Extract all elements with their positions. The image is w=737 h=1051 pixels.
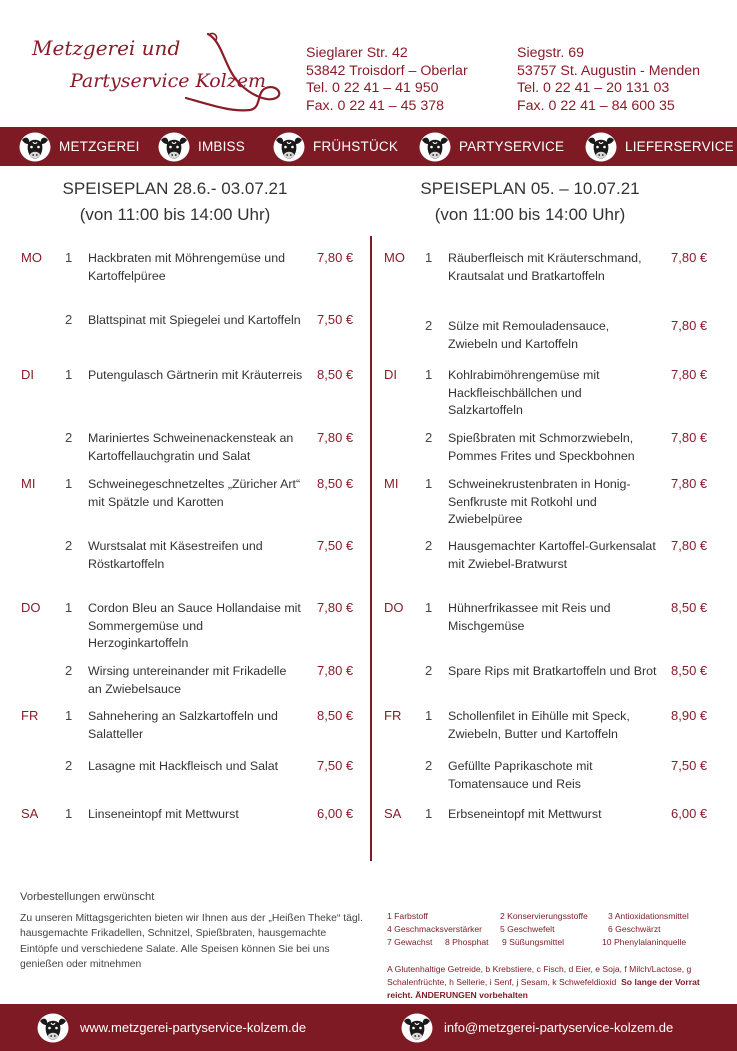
- nav-item-metzgerei[interactable]: [18, 127, 140, 166]
- dish-price: 7,80 €: [317, 250, 354, 265]
- website-link[interactable]: [36, 1004, 306, 1051]
- nav-label: METZGEREI: [59, 139, 140, 154]
- additives-legend: [387, 911, 722, 1000]
- dish-number: 1: [425, 708, 433, 723]
- dish-price: 7,50 €: [317, 538, 354, 553]
- dish-price: 7,80 €: [671, 367, 708, 382]
- dish-number: 1: [65, 250, 73, 265]
- dish-price: 7,80 €: [671, 430, 708, 445]
- dish-name: Linseneintopf mit Mettwurst: [88, 807, 239, 821]
- menu-item: [21, 312, 371, 372]
- legend-entry: 9 Süßungsmittel: [502, 937, 565, 947]
- plan-title-week1: [30, 176, 320, 228]
- dish-price: 6,00 €: [317, 806, 354, 821]
- cow-icon: [272, 131, 306, 163]
- cow-icon: [36, 1012, 70, 1044]
- dish-number: 2: [425, 430, 433, 445]
- dish-name: Cordon Bleu an Sauce Hollandaise mit Sommergemüse und Herzoginkartoffeln: [88, 601, 301, 650]
- plan-hours: (von 11:00 bis 14:00 Uhr): [434, 205, 626, 224]
- nav-item-imbiss[interactable]: [157, 127, 245, 166]
- menu-item: [21, 476, 371, 536]
- dish-name: Kohlrabimöhrengemüse mit Hackfleischbällchen und Salzkartoffeln: [448, 368, 600, 417]
- address-troisdorf: [306, 45, 468, 115]
- dish-price: 7,50 €: [671, 758, 708, 773]
- legend-entry: 2 Konservierungsstoffe: [500, 911, 588, 921]
- legend-row: [387, 937, 722, 950]
- dish-price: 8,90 €: [671, 708, 708, 723]
- preorder-note: Vorbestellungen erwünscht: [20, 891, 155, 903]
- nav-item-fruehstueck[interactable]: [272, 127, 398, 166]
- dish-number: 1: [65, 806, 73, 821]
- menu-item: [384, 600, 734, 660]
- dish-number: 1: [425, 600, 433, 615]
- nav-label: IMBISS: [198, 139, 245, 154]
- nav-label: LIEFERSERVICE: [625, 139, 734, 154]
- dish-price: 7,80 €: [317, 600, 354, 615]
- dish-number: 2: [425, 538, 433, 553]
- menu-item: [384, 476, 734, 536]
- dish-price: 8,50 €: [317, 476, 354, 491]
- email-link[interactable]: [400, 1004, 673, 1051]
- nav-bar: [0, 127, 737, 166]
- day-label: DI: [384, 367, 397, 382]
- cow-icon: [400, 1012, 434, 1044]
- dish-number: 1: [65, 600, 73, 615]
- day-label: SA: [21, 806, 39, 821]
- dish-price: 7,80 €: [671, 476, 708, 491]
- dish-price: 7,80 €: [671, 318, 708, 333]
- nav-label: FRÜHSTÜCK: [313, 139, 399, 154]
- legend-row: [387, 911, 722, 924]
- info-text: Zu unseren Mittagsgerichten bieten wir Ihnen aus der „Heißen Theke“ tägl. hausgemachte Frikadellen, Schnitzel, Spießbraten, hausgemachte Eintöpfe und verschiedene Salate. Alle Speisen können Sie bei uns genießen oder mitnehmen: [20, 913, 363, 970]
- nav-item-lieferservice[interactable]: [584, 127, 734, 166]
- dish-number: 1: [65, 476, 73, 491]
- city: 53757 St. Augustin - Menden: [517, 62, 700, 79]
- dish-name: Mariniertes Schweinenackensteak an Kartoffellauchgratin und Salat: [88, 431, 294, 463]
- dish-number: 2: [65, 758, 73, 773]
- dish-number: 1: [425, 476, 433, 491]
- day-label: FR: [384, 708, 402, 723]
- dish-number: 1: [65, 367, 73, 382]
- dish-number: 2: [425, 663, 433, 678]
- day-label: FR: [21, 708, 39, 723]
- legend-entry: 8 Phosphat: [445, 937, 489, 947]
- dish-price: 7,80 €: [671, 250, 708, 265]
- dish-name: Erbseneintopf mit Mettwurst: [448, 807, 602, 821]
- dish-number: 2: [65, 663, 73, 678]
- footer-bar: [0, 1004, 737, 1051]
- menu-item: [21, 367, 371, 427]
- menu-item: [384, 250, 734, 310]
- day-label: MI: [21, 476, 36, 491]
- dish-name: Lasagne mit Hackfleisch und Salat: [88, 759, 279, 773]
- dish-price: 7,80 €: [317, 663, 354, 678]
- nav-label: PARTYSERVICE: [459, 139, 565, 154]
- dish-name: Hühnerfrikassee mit Reis und Mischgemüse: [448, 601, 611, 633]
- dish-name: Gefüllte Paprikaschote mit Tomatensauce und Reis: [448, 759, 593, 791]
- plan-title-week2: [385, 176, 675, 228]
- fax: Fax. 0 22 41 – 45 378: [306, 97, 445, 114]
- nav-item-partyservice[interactable]: [418, 127, 564, 166]
- day-label: MI: [384, 476, 399, 491]
- day-label: DO: [21, 600, 41, 615]
- legend-entry: 4 Geschmacksverstärker: [387, 924, 483, 934]
- dish-number: 2: [65, 538, 73, 553]
- email-address: info@metzgerei-partyservice-kolzem.de: [444, 1020, 674, 1035]
- dish-number: 2: [425, 318, 433, 333]
- dish-number: 2: [65, 430, 73, 445]
- phone: Tel. 0 22 41 – 20 131 03: [517, 80, 670, 97]
- dish-name: Wurstsalat mit Käsestreifen und Röstkartoffeln: [88, 539, 263, 571]
- dish-name: Schollenfilet in Eihülle mit Speck, Zwiebeln, Butter und Kartoffeln: [448, 709, 630, 741]
- brand-logo: [18, 28, 286, 118]
- dish-name: Schweinegeschnetzeltes „Züricher Art“ mit Spätzle und Karotten: [88, 477, 301, 509]
- dish-name: Sülze mit Remouladensauce, Zwiebeln und Kartoffeln: [448, 319, 610, 351]
- dish-price: 7,50 €: [317, 312, 354, 327]
- street: Siegstr. 69: [517, 45, 585, 61]
- menu-item: [384, 538, 734, 598]
- dish-price: 8,50 €: [671, 600, 708, 615]
- day-label: DI: [21, 367, 34, 382]
- dish-number: 1: [425, 367, 433, 382]
- disclaimer: So lange der Vorrat reicht. ÄNDERUNGEN vorbehalten: [387, 977, 700, 1000]
- dish-number: 2: [425, 758, 433, 773]
- day-label: MO: [384, 250, 405, 265]
- day-label: MO: [21, 250, 42, 265]
- menu-item: [21, 600, 371, 660]
- menu-item: [384, 367, 734, 427]
- cow-icon: [157, 131, 191, 163]
- menu-item: [21, 250, 371, 310]
- dish-price: 8,50 €: [317, 367, 354, 382]
- fax: Fax. 0 22 41 – 84 600 35: [517, 97, 675, 114]
- dish-name: Hausgemachter Kartoffel-Gurkensalat mit Zwiebel-Bratwurst: [448, 539, 656, 571]
- cow-icon: [18, 131, 52, 163]
- cow-icon: [418, 131, 452, 163]
- allergen-text: A Glutenhaltige Getreide, b Krebstiere, c Fisch, d Eier, e Soja, f Milch/Lactose, g Schalenfrüchte, h Sellerie, i Senf, j Sesam, k Schwefeldioxid: [387, 964, 692, 987]
- legend-entry: 7 Gewachst: [387, 937, 433, 947]
- dish-number: 2: [65, 312, 73, 327]
- legend-entry: 5 Geschwefelt: [500, 924, 555, 934]
- cow-icon: [584, 131, 618, 163]
- dish-name: Hackbraten mit Möhrengemüse und Kartoffelpüree: [88, 251, 285, 283]
- menu-item: [21, 538, 371, 598]
- brand-name-line2: Partyservice Kolzem: [70, 70, 266, 92]
- legend-entry: 1 Farbstoff: [387, 911, 428, 921]
- plan-hours: (von 11:00 bis 14:00 Uhr): [79, 205, 271, 224]
- plan-title: SPEISEPLAN 05. – 10.07.21: [420, 179, 640, 198]
- menu-item: [21, 806, 371, 866]
- dish-name: Sahnehering an Salzkartoffeln und Salatteller: [88, 709, 278, 741]
- address-menden: [517, 45, 700, 115]
- dish-price: 6,00 €: [671, 806, 708, 821]
- legend-entry: 6 Geschwärzt: [608, 924, 661, 934]
- plan-title: SPEISEPLAN 28.6.- 03.07.21: [62, 179, 288, 198]
- dish-number: 1: [425, 250, 433, 265]
- dish-name: Wirsing untereinander mit Frikadelle an Zwiebelsauce: [88, 664, 287, 696]
- dish-price: 7,50 €: [317, 758, 354, 773]
- dish-name: Spießbraten mit Schmorzwiebeln, Pommes Frites und Speckbohnen: [448, 431, 635, 463]
- menu-item: [384, 806, 734, 866]
- phone: Tel. 0 22 41 – 41 950: [306, 80, 439, 97]
- dish-name: Schweinekrustenbraten in Honig-Senfkruste mit Rotkohl und Zwiebelpüree: [448, 477, 631, 526]
- dish-price: 7,80 €: [671, 538, 708, 553]
- brand-name-line1: Metzgerei und: [32, 36, 181, 60]
- legend-entry: 10 Phenylalaninquelle: [602, 937, 687, 947]
- dish-name: Räuberfleisch mit Kräuterschmand, Krautsalat und Bratkartoffeln: [448, 251, 642, 283]
- dish-name: Spare Rips mit Bratkartoffeln und Brot: [448, 664, 657, 678]
- day-label: SA: [384, 806, 402, 821]
- website-url: www.metzgerei-partyservice-kolzem.de: [80, 1020, 307, 1035]
- street: Sieglarer Str. 42: [306, 45, 408, 61]
- dish-price: 7,80 €: [317, 430, 354, 445]
- dish-price: 8,50 €: [671, 663, 708, 678]
- legend-row: [387, 924, 722, 937]
- dish-name: Putengulasch Gärtnerin mit Kräuterreis: [88, 368, 303, 382]
- day-label: DO: [384, 600, 404, 615]
- legend-entry: 3 Antioxidationsmittel: [608, 911, 689, 921]
- dish-number: 1: [425, 806, 433, 821]
- city: 53842 Troisdorf – Oberlar: [306, 62, 468, 79]
- dish-number: 1: [65, 708, 73, 723]
- allergen-list: [387, 963, 722, 1002]
- dish-name: Blattspinat mit Spiegelei und Kartoffeln: [88, 313, 301, 327]
- dish-price: 8,50 €: [317, 708, 354, 723]
